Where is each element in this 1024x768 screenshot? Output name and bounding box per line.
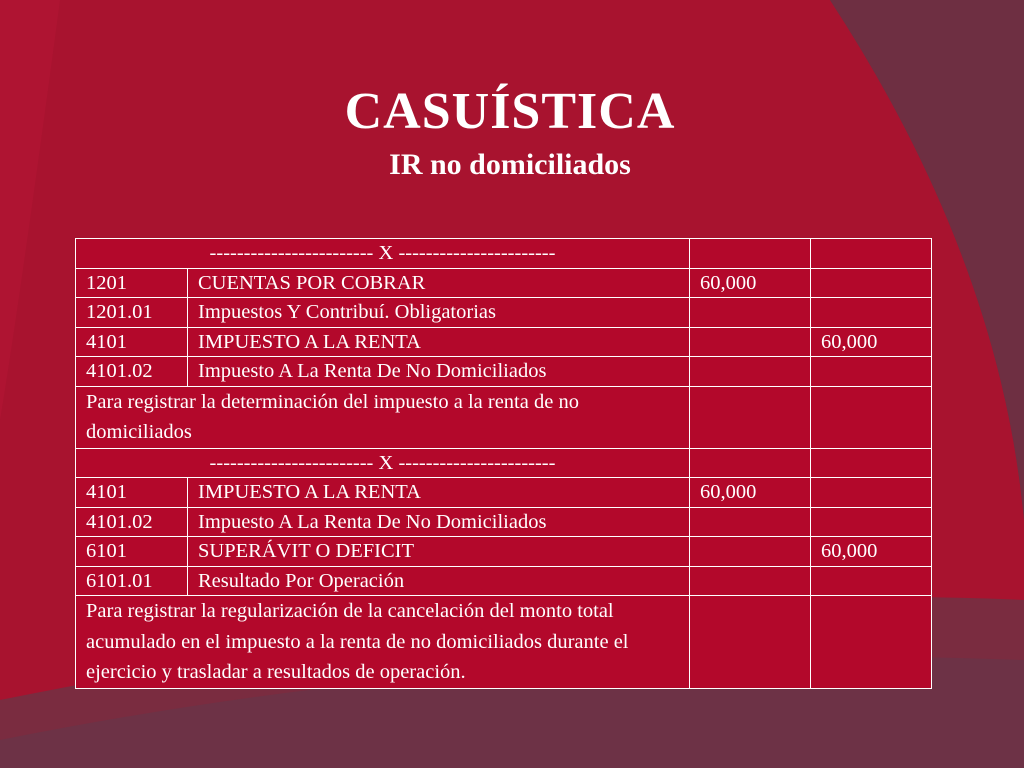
debit-cell	[690, 357, 811, 387]
slide-title: CASUÍSTICA	[344, 83, 676, 140]
gloss-cell: Para registrar la determinación del impuesto a la renta de no domiciliados	[76, 386, 690, 448]
account-code-cell: 1201	[76, 268, 188, 298]
credit-cell	[811, 507, 932, 537]
account-name-cell: SUPERÁVIT O DEFICIT	[188, 537, 690, 567]
account-code-cell: 4101.02	[76, 357, 188, 387]
debit-cell	[690, 448, 811, 478]
account-code-cell: 6101	[76, 537, 188, 567]
credit-cell	[811, 298, 932, 328]
credit-cell	[811, 239, 932, 269]
table-row-separator	[76, 448, 932, 478]
table-row	[76, 298, 932, 328]
table-row	[76, 537, 932, 567]
table-row	[76, 566, 932, 596]
table-row	[76, 327, 932, 357]
debit-cell	[690, 537, 811, 567]
debit-cell	[690, 507, 811, 537]
credit-cell	[811, 268, 932, 298]
credit-cell: 60,000	[811, 537, 932, 567]
table-row-separator	[76, 239, 932, 269]
credit-cell	[811, 566, 932, 596]
gloss-cell: Para registrar la regularización de la cancelación del monto total acumulado en el impuesto a la renta de no domiciliados durante el ejercicio y trasladar a resultados de operación.	[76, 596, 690, 689]
account-name-cell: Resultado Por Operación	[188, 566, 690, 596]
debit-cell: 60,000	[690, 478, 811, 508]
credit-cell	[811, 386, 932, 448]
debit-cell	[690, 566, 811, 596]
debit-cell: 60,000	[690, 268, 811, 298]
account-code-cell: 4101	[76, 478, 188, 508]
credit-cell	[811, 448, 932, 478]
account-code-cell: 4101	[76, 327, 188, 357]
table-row	[76, 507, 932, 537]
debit-cell	[690, 386, 811, 448]
account-name-cell: Impuesto A La Renta De No Domiciliados	[188, 507, 690, 537]
account-code-cell: 1201.01	[76, 298, 188, 328]
account-name-cell: CUENTAS POR COBRAR	[188, 268, 690, 298]
debit-cell	[690, 327, 811, 357]
credit-cell	[811, 478, 932, 508]
account-code-cell: 6101.01	[76, 566, 188, 596]
account-code-cell: 4101.02	[76, 507, 188, 537]
slide-subtitle: IR no domiciliados	[389, 148, 631, 181]
credit-cell: 60,000	[811, 327, 932, 357]
journal-entry-table	[75, 238, 932, 689]
account-name-cell: IMPUESTO A LA RENTA	[188, 327, 690, 357]
credit-cell	[811, 357, 932, 387]
separator-cell: ------------------------ X -----------------------	[76, 239, 690, 269]
table-row	[76, 357, 932, 387]
separator-cell: ------------------------ X -----------------------	[76, 448, 690, 478]
table-row	[76, 478, 932, 508]
debit-cell	[690, 298, 811, 328]
table-row-gloss	[76, 596, 932, 689]
account-name-cell: Impuestos Y Contribuí. Obligatorias	[188, 298, 690, 328]
credit-cell	[811, 596, 932, 689]
account-name-cell: IMPUESTO A LA RENTA	[188, 478, 690, 508]
debit-cell	[690, 239, 811, 269]
table-row-gloss	[76, 386, 932, 448]
debit-cell	[690, 596, 811, 689]
account-name-cell: Impuesto A La Renta De No Domiciliados	[188, 357, 690, 387]
table-row	[76, 268, 932, 298]
